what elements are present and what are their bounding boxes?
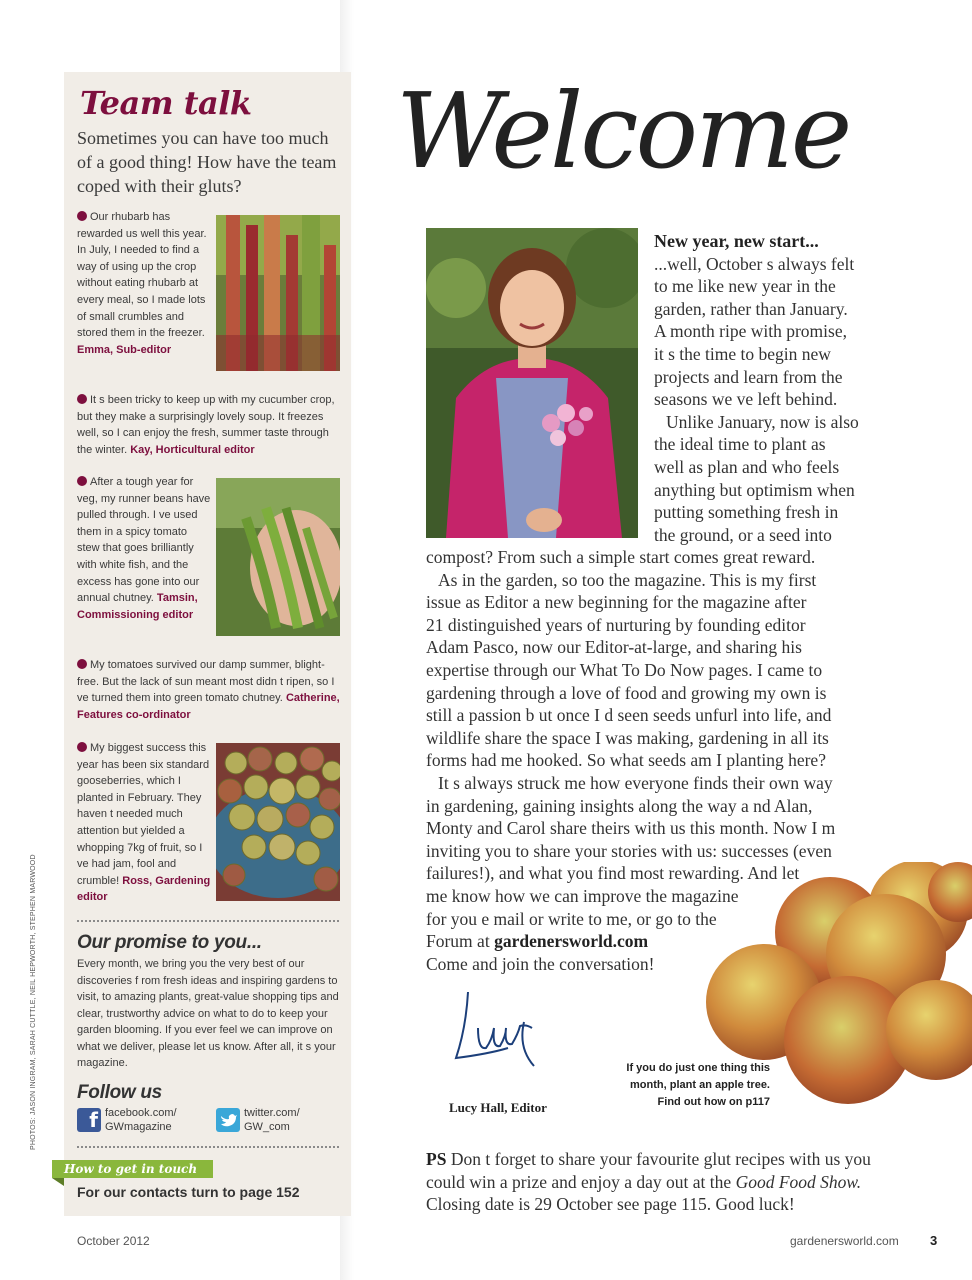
contacts-link[interactable]: For our contacts turn to page 152 [77, 1184, 300, 1200]
editor-photo [426, 228, 638, 538]
editor-signature [448, 988, 548, 1077]
quote-ross: My biggest success this year has been six standard gooseberries, which I planted in February. They haven t needed much attention but yielded a whopping 7kg of fruit, so I ve had jam, fool and crumble! Ross, Gardening editor [77, 742, 211, 904]
team-talk-title: Team talk [80, 84, 252, 122]
gooseberries-photo [216, 743, 340, 901]
welcome-title: Welcome [396, 70, 850, 192]
get-in-touch-tab: How to get in touch [52, 1160, 213, 1178]
bullet-icon [77, 394, 87, 404]
intro-column: New year, new start... ...well, October s always felt to me like new year in the garden, rather than January. A month ripe with promise, it s the time to begin new projects and learn from the seasons we ve left behind. Unlike January, now is also the ideal time to plant as well as plan and who feels anything but optimism when putting something fresh in the ground, or a seed into [654, 230, 904, 546]
follow-us-title: Follow us [77, 1082, 162, 1103]
runner-beans-photo [216, 478, 340, 636]
divider [77, 920, 339, 922]
facebook-link[interactable]: facebook.com/ GWmagazine [105, 1107, 177, 1133]
editor-name: Lucy Hall, Editor [449, 1100, 547, 1115]
team-talk-intro: Sometimes you can have too much of a good thing! How have the team coped with their gluts? [77, 128, 337, 196]
forum-link[interactable]: gardenersworld.com [494, 931, 649, 952]
bullet-icon [77, 476, 87, 486]
twitter-icon[interactable] [216, 1108, 240, 1132]
apple-caption: If you do just one thing this month, plant an apple tree. Find out how on p117 [626, 1062, 770, 1108]
bullet-icon [77, 742, 87, 752]
divider [77, 1146, 339, 1148]
quote-tamsin: After a tough year for veg, my runner beans have pulled through. I ve used them in a spicy tomato stew that goes brilliantly with white fish, and the excess has gone into our annual chutney. Tamsin, Commissioning editor [77, 476, 211, 621]
page-number: 3 [930, 1233, 938, 1248]
bullet-icon [77, 211, 87, 221]
tab-fold [52, 1178, 64, 1186]
ps-note: PS Don t forget to share your favourite glut recipes with us you could win a prize and enjoy a day out at the Good Food Show. Closing date is 29 October see page 115. Good luck! [426, 1149, 871, 1215]
bullet-icon [77, 659, 87, 669]
facebook-icon[interactable]: f [77, 1108, 101, 1132]
quote-kay: It s been tricky to keep up with my cucumber crop, but they make a surprisingly lovely soup. It freezes well, so I can enjoy the fresh, summer taste through the winter. Kay, Horticultural editor [77, 394, 335, 456]
promise-text: Every month, we bring you the very best of our discoveries f rom fresh ideas and inspiring gardens to visit, to amazing plants, great-value shopping tips and clear, trustworthy advice on what to do to keep your garden blooming. If you ever feel we can improve on what we deliver, please let us know. After all, it s your magazine. [77, 958, 339, 1069]
quote-catherine: My tomatoes survived our damp summer, blight-free. But the lack of sun meant most didn t ripen, so I ve turned them into green tomato chutney. Catherine, Features co-ordinator [77, 659, 340, 721]
quote-emma: Our rhubarb has rewarded us well this year. In July, I needed to find a way of using up the crop without eating rhubarb at every meal, so I made lots of small crumbles and stored them in the freezer. Emma, Sub-editor [77, 211, 207, 356]
twitter-link[interactable]: twitter.com/ GW_com [244, 1107, 300, 1133]
article-heading: New year, new start... [654, 231, 819, 251]
issue-date: October 2012 [77, 1234, 150, 1248]
main-column: compost? From such a simple start comes great reward. As in the garden, so too the magazine. This is my first issue as Editor a new beginning for the magazine after 21 distinguished years of nurturing by founding editor Adam Pasco, now our Editor-at-large, and sharing his expertise through our What To Do Now pages. I came to gardening through a love of food and growing my own is still a passion b ut once I d seen seeds unfurl into life, and wildlife share the space I was making, gardening in all its forms had me hooked. So what seeds am I planting here? It s always struck me how everyone finds their own way in gardening, gaining insights along the way a nd Alan, Monty and Carol share theirs with us this month. Now I m inviting you to share your stories with us: successes (even failures!), and what you find most rewarding. And let me know how we can improve the magazine for you e mail or write to me, or go to the Forum at gardenersworld.com Come and join the conversation! [426, 547, 836, 974]
footer-site: gardenersworld.com [790, 1234, 899, 1248]
photo-credits: PHOTOS: JASON INGRAM, SARAH CUTTLE, NEIL HEPWORTH, STEPHEN MARWOOD [30, 854, 37, 1150]
promise-title: Our promise to you... [77, 932, 262, 953]
rhubarb-photo [216, 215, 340, 371]
